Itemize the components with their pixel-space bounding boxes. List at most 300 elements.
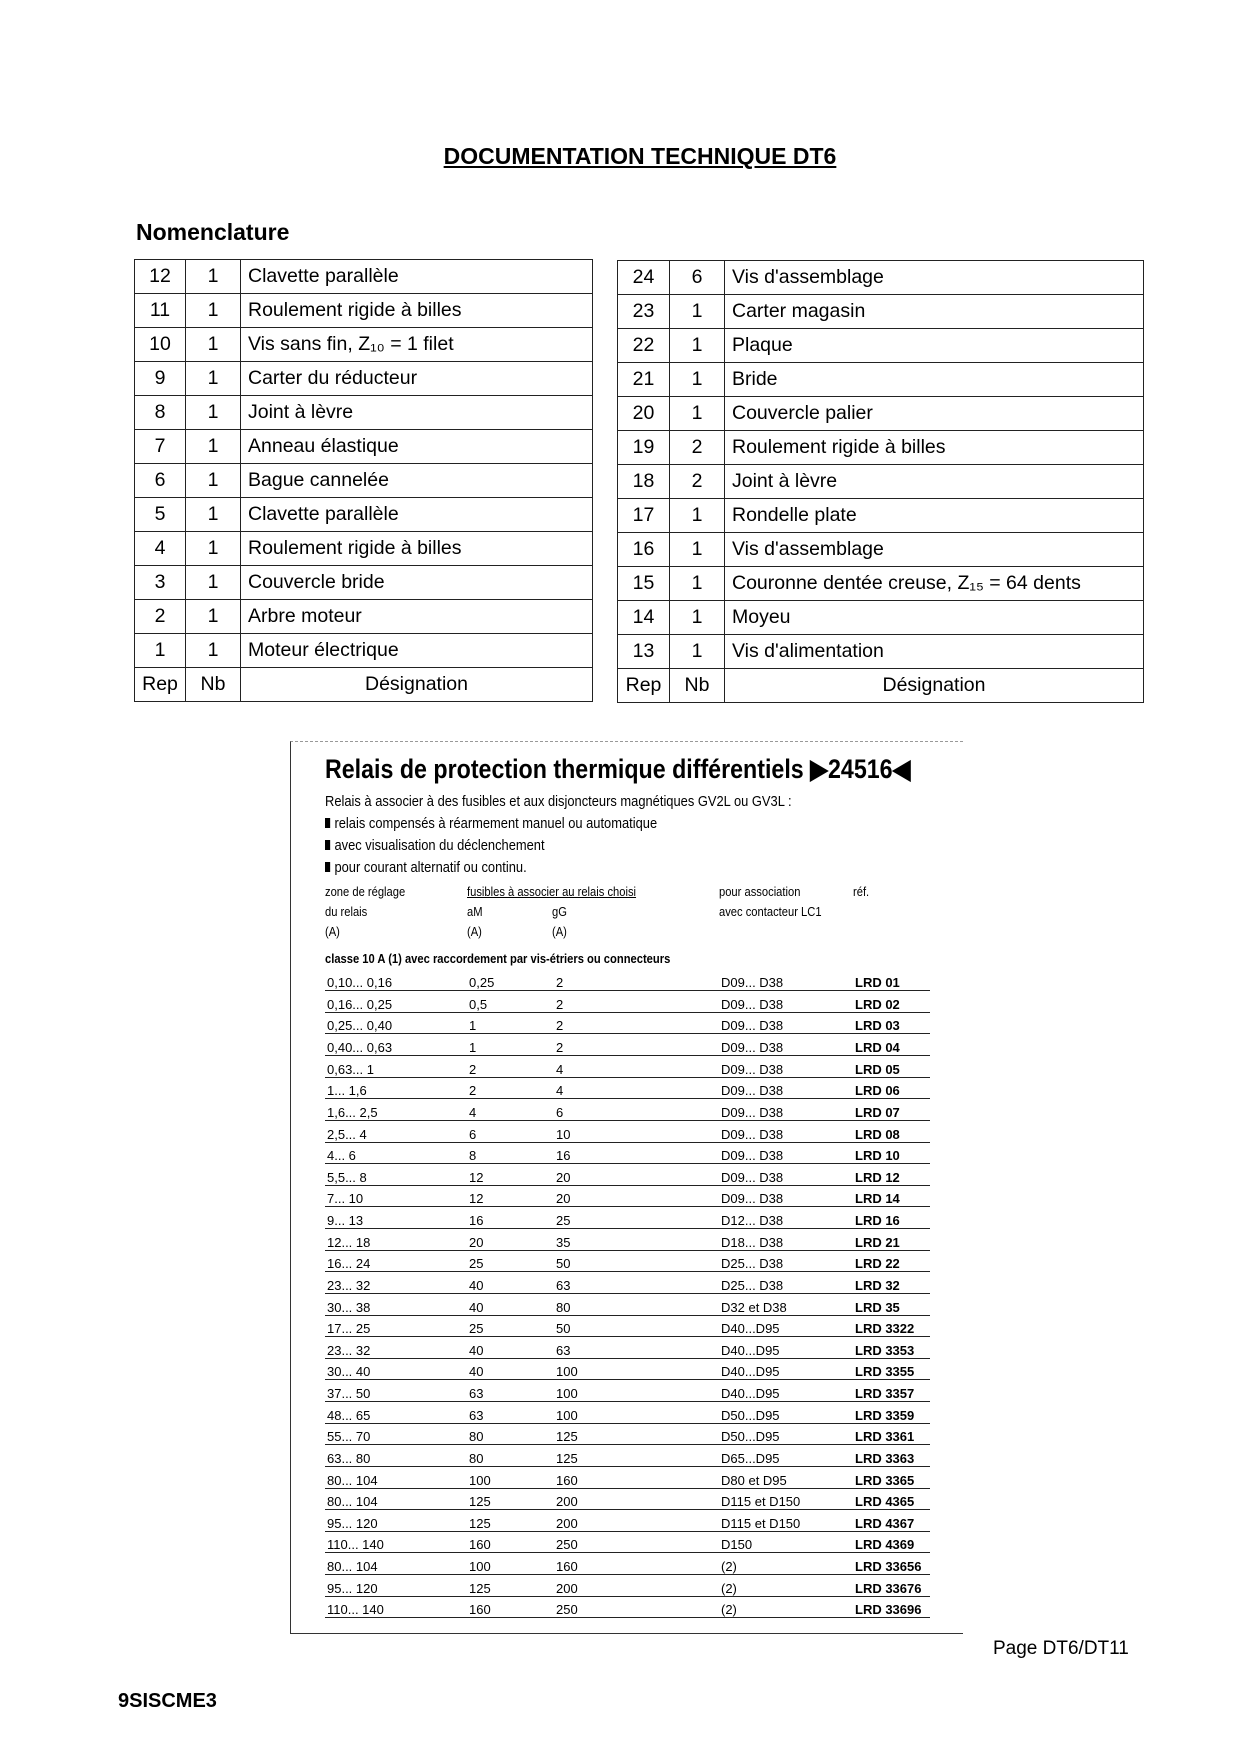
ref-cell: LRD 32 bbox=[853, 1272, 930, 1294]
header-designation: Désignation bbox=[725, 669, 1144, 703]
designation-cell: Moteur électrique bbox=[241, 634, 593, 668]
header-nb: Nb bbox=[670, 669, 725, 703]
gg-cell: 160 bbox=[554, 1553, 719, 1575]
ref-cell: LRD 06 bbox=[853, 1077, 930, 1099]
relay-title-text: Relais de protection thermique différentiels bbox=[325, 754, 804, 784]
gg-cell: 80 bbox=[554, 1293, 719, 1315]
header-ref: réf. bbox=[853, 884, 870, 899]
relay-row bbox=[325, 1488, 930, 1510]
header-rep: Rep bbox=[135, 668, 186, 702]
am-cell: 125 bbox=[467, 1575, 554, 1597]
am-cell: 0,25 bbox=[467, 969, 554, 991]
relay-row bbox=[325, 1120, 930, 1142]
contactor-cell: D09... D38 bbox=[719, 1077, 853, 1099]
gg-cell: 2 bbox=[554, 1012, 719, 1034]
nomenclature-header-row bbox=[618, 669, 1144, 703]
relay-row bbox=[325, 1337, 930, 1359]
rep-cell: 1 bbox=[135, 634, 186, 668]
designation-cell: Clavette parallèle bbox=[241, 260, 593, 294]
nomenclature-row bbox=[618, 431, 1144, 465]
zone-cell: 110... 140 bbox=[325, 1531, 467, 1553]
ref-cell: LRD 16 bbox=[853, 1207, 930, 1229]
gg-cell: 4 bbox=[554, 1056, 719, 1078]
designation-cell: Vis d'assemblage bbox=[725, 261, 1144, 295]
am-cell: 25 bbox=[467, 1315, 554, 1337]
ref-cell: LRD 04 bbox=[853, 1034, 930, 1056]
ref-cell: LRD 02 bbox=[853, 991, 930, 1013]
ref-cell: LRD 14 bbox=[853, 1185, 930, 1207]
designation-cell: Vis d'assemblage bbox=[725, 533, 1144, 567]
am-cell: 63 bbox=[467, 1380, 554, 1402]
relay-class-line: classe 10 A (1) avec raccordement par vis-étriers ou connecteurs bbox=[325, 951, 671, 966]
contactor-cell: D50...D95 bbox=[719, 1402, 853, 1424]
bullet-icon bbox=[325, 862, 330, 872]
nomenclature-heading: Nomenclature bbox=[136, 219, 290, 245]
rep-cell: 13 bbox=[618, 635, 670, 669]
relay-row bbox=[325, 1250, 930, 1272]
zone-cell: 9... 13 bbox=[325, 1207, 467, 1229]
zone-cell: 4... 6 bbox=[325, 1142, 467, 1164]
nb-cell: 1 bbox=[186, 600, 241, 634]
nomenclature-row bbox=[618, 533, 1144, 567]
relay-row bbox=[325, 1272, 930, 1294]
am-cell: 100 bbox=[467, 1466, 554, 1488]
am-cell: 1 bbox=[467, 1034, 554, 1056]
am-cell: 80 bbox=[467, 1423, 554, 1445]
designation-cell: Vis sans fin, Z₁₀ = 1 filet bbox=[241, 328, 593, 362]
document-title: DOCUMENTATION TECHNIQUE DT6 bbox=[443, 143, 837, 169]
ref-cell: LRD 3359 bbox=[853, 1402, 930, 1424]
am-cell: 160 bbox=[467, 1596, 554, 1618]
zone-cell: 5,5... 8 bbox=[325, 1164, 467, 1186]
ref-cell: LRD 3353 bbox=[853, 1337, 930, 1359]
contactor-cell: D09... D38 bbox=[719, 1056, 853, 1078]
rep-cell: 9 bbox=[135, 362, 186, 396]
rep-cell: 2 bbox=[135, 600, 186, 634]
designation-cell: Roulement rigide à billes bbox=[241, 294, 593, 328]
gg-cell: 2 bbox=[554, 1034, 719, 1056]
relay-code-marker: ▶24516◀ bbox=[810, 754, 911, 784]
designation-cell: Carter du réducteur bbox=[241, 362, 593, 396]
ref-cell: LRD 35 bbox=[853, 1293, 930, 1315]
nomenclature-row bbox=[618, 499, 1144, 533]
contactor-cell: D65...D95 bbox=[719, 1445, 853, 1467]
nb-cell: 6 bbox=[670, 261, 725, 295]
nb-cell: 1 bbox=[670, 635, 725, 669]
ref-cell: LRD 3365 bbox=[853, 1466, 930, 1488]
am-cell: 12 bbox=[467, 1185, 554, 1207]
nomenclature-row bbox=[618, 261, 1144, 295]
nb-cell: 1 bbox=[186, 362, 241, 396]
am-cell: 40 bbox=[467, 1358, 554, 1380]
gg-cell: 250 bbox=[554, 1596, 719, 1618]
gg-cell: 16 bbox=[554, 1142, 719, 1164]
nb-cell: 1 bbox=[186, 396, 241, 430]
relay-row bbox=[325, 969, 930, 991]
zone-cell: 23... 32 bbox=[325, 1272, 467, 1294]
nomenclature-row bbox=[135, 328, 593, 362]
gg-cell: 200 bbox=[554, 1575, 719, 1597]
nb-cell: 1 bbox=[670, 397, 725, 431]
nomenclature-header-row bbox=[135, 668, 593, 702]
nomenclature-table-left bbox=[134, 259, 593, 702]
ref-cell: LRD 33696 bbox=[853, 1596, 930, 1618]
nb-cell: 1 bbox=[186, 634, 241, 668]
relay-row bbox=[325, 1034, 930, 1056]
header-zone: zone de réglage du relais (A) bbox=[325, 884, 406, 939]
am-cell: 1 bbox=[467, 1012, 554, 1034]
contactor-cell: D40...D95 bbox=[719, 1315, 853, 1337]
relay-row bbox=[325, 1077, 930, 1099]
designation-cell: Joint à lèvre bbox=[241, 396, 593, 430]
zone-cell: 55... 70 bbox=[325, 1423, 467, 1445]
rep-cell: 17 bbox=[618, 499, 670, 533]
gg-cell: 100 bbox=[554, 1358, 719, 1380]
nb-cell: 1 bbox=[186, 430, 241, 464]
zone-cell: 12... 18 bbox=[325, 1229, 467, 1251]
zone-cell: 17... 25 bbox=[325, 1315, 467, 1337]
zone-cell: 48... 65 bbox=[325, 1402, 467, 1424]
nb-cell: 2 bbox=[670, 431, 725, 465]
am-cell: 0,5 bbox=[467, 991, 554, 1013]
designation-cell: Roulement rigide à billes bbox=[725, 431, 1144, 465]
header-fuses: fusibles à associer au relais choisi aM (A) bbox=[467, 884, 637, 939]
rep-cell: 12 bbox=[135, 260, 186, 294]
zone-cell: 16... 24 bbox=[325, 1250, 467, 1272]
rep-cell: 10 bbox=[135, 328, 186, 362]
bullet-icon bbox=[325, 818, 330, 828]
page-number: Page DT6/DT11 bbox=[993, 1638, 1129, 1659]
header-rep: Rep bbox=[618, 669, 670, 703]
relay-row bbox=[325, 1315, 930, 1337]
am-cell: 8 bbox=[467, 1142, 554, 1164]
relay-bullet: relais compensés à réarmement manuel ou automatique bbox=[325, 813, 792, 835]
contactor-cell: D50...D95 bbox=[719, 1423, 853, 1445]
relay-row bbox=[325, 1423, 930, 1445]
nomenclature-row bbox=[618, 465, 1144, 499]
designation-cell: Bride bbox=[725, 363, 1144, 397]
nomenclature-row bbox=[618, 601, 1144, 635]
gg-cell: 20 bbox=[554, 1185, 719, 1207]
nb-cell: 1 bbox=[670, 329, 725, 363]
designation-cell: Rondelle plate bbox=[725, 499, 1144, 533]
gg-cell: 100 bbox=[554, 1380, 719, 1402]
relay-row bbox=[325, 1510, 930, 1532]
nb-cell: 1 bbox=[186, 464, 241, 498]
contactor-cell: D40...D95 bbox=[719, 1337, 853, 1359]
gg-cell: 63 bbox=[554, 1337, 719, 1359]
zone-cell: 80... 104 bbox=[325, 1466, 467, 1488]
relay-bullet: pour courant alternatif ou continu. bbox=[325, 857, 792, 879]
document-code: 9SISCME3 bbox=[118, 1690, 217, 1712]
ref-cell: LRD 3355 bbox=[853, 1358, 930, 1380]
nb-cell: 1 bbox=[670, 567, 725, 601]
zone-cell: 0,25... 0,40 bbox=[325, 1012, 467, 1034]
gg-cell: 4 bbox=[554, 1077, 719, 1099]
contactor-cell: D25... D38 bbox=[719, 1250, 853, 1272]
contactor-cell: D80 et D95 bbox=[719, 1466, 853, 1488]
rep-cell: 22 bbox=[618, 329, 670, 363]
ref-cell: LRD 12 bbox=[853, 1164, 930, 1186]
gg-cell: 2 bbox=[554, 991, 719, 1013]
nb-cell: 1 bbox=[186, 294, 241, 328]
contactor-cell: D09... D38 bbox=[719, 1012, 853, 1034]
rep-cell: 11 bbox=[135, 294, 186, 328]
relay-row bbox=[325, 1207, 930, 1229]
nomenclature-row bbox=[618, 363, 1144, 397]
nomenclature-row bbox=[618, 397, 1144, 431]
am-cell: 2 bbox=[467, 1077, 554, 1099]
gg-cell: 2 bbox=[554, 969, 719, 991]
relay-row bbox=[325, 1142, 930, 1164]
rep-cell: 7 bbox=[135, 430, 186, 464]
designation-cell: Vis d'alimentation bbox=[725, 635, 1144, 669]
am-cell: 16 bbox=[467, 1207, 554, 1229]
ref-cell: LRD 22 bbox=[853, 1250, 930, 1272]
relay-row bbox=[325, 1185, 930, 1207]
designation-cell: Roulement rigide à billes bbox=[241, 532, 593, 566]
relay-row bbox=[325, 1229, 930, 1251]
ref-cell: LRD 05 bbox=[853, 1056, 930, 1078]
relay-title bbox=[325, 754, 910, 785]
relay-row bbox=[325, 1445, 930, 1467]
zone-cell: 1... 1,6 bbox=[325, 1077, 467, 1099]
ref-cell: LRD 01 bbox=[853, 969, 930, 991]
nomenclature-row bbox=[135, 294, 593, 328]
relay-row bbox=[325, 1575, 930, 1597]
rep-cell: 20 bbox=[618, 397, 670, 431]
nomenclature-table-right bbox=[617, 260, 1144, 703]
zone-cell: 23... 32 bbox=[325, 1337, 467, 1359]
nomenclature-row bbox=[135, 260, 593, 294]
am-cell: 80 bbox=[467, 1445, 554, 1467]
contactor-cell: D25... D38 bbox=[719, 1272, 853, 1294]
nb-cell: 1 bbox=[186, 498, 241, 532]
zone-cell: 80... 104 bbox=[325, 1488, 467, 1510]
nomenclature-row bbox=[618, 567, 1144, 601]
gg-cell: 200 bbox=[554, 1510, 719, 1532]
rep-cell: 5 bbox=[135, 498, 186, 532]
zone-cell: 1,6... 2,5 bbox=[325, 1099, 467, 1121]
relay-row bbox=[325, 1380, 930, 1402]
gg-cell: 10 bbox=[554, 1120, 719, 1142]
designation-cell: Clavette parallèle bbox=[241, 498, 593, 532]
contactor-cell: D40...D95 bbox=[719, 1358, 853, 1380]
nb-cell: 1 bbox=[670, 363, 725, 397]
nomenclature-row bbox=[135, 498, 593, 532]
ref-cell: LRD 4365 bbox=[853, 1488, 930, 1510]
contactor-cell: D09... D38 bbox=[719, 1034, 853, 1056]
nb-cell: 1 bbox=[670, 295, 725, 329]
ref-cell: LRD 3363 bbox=[853, 1445, 930, 1467]
gg-cell: 125 bbox=[554, 1445, 719, 1467]
designation-cell: Moyeu bbox=[725, 601, 1144, 635]
rep-cell: 16 bbox=[618, 533, 670, 567]
relay-bullet: avec visualisation du déclenchement bbox=[325, 835, 792, 857]
am-cell: 100 bbox=[467, 1553, 554, 1575]
am-cell: 160 bbox=[467, 1531, 554, 1553]
rep-cell: 21 bbox=[618, 363, 670, 397]
relay-row bbox=[325, 1293, 930, 1315]
ref-cell: LRD 10 bbox=[853, 1142, 930, 1164]
contactor-cell: D115 et D150 bbox=[719, 1510, 853, 1532]
ref-cell: LRD 07 bbox=[853, 1099, 930, 1121]
relay-table bbox=[325, 969, 930, 1618]
designation-cell: Arbre moteur bbox=[241, 600, 593, 634]
contactor-cell: D12... D38 bbox=[719, 1207, 853, 1229]
relay-intro-text: Relais à associer à des fusibles et aux disjoncteurs magnétiques GV2L ou GV3L : bbox=[325, 793, 792, 810]
am-cell: 63 bbox=[467, 1402, 554, 1424]
gg-cell: 25 bbox=[554, 1207, 719, 1229]
relay-row bbox=[325, 1056, 930, 1078]
ref-cell: LRD 3361 bbox=[853, 1423, 930, 1445]
zone-cell: 80... 104 bbox=[325, 1553, 467, 1575]
ref-cell: LRD 08 bbox=[853, 1120, 930, 1142]
ref-cell: LRD 4369 bbox=[853, 1531, 930, 1553]
contactor-cell: D150 bbox=[719, 1531, 853, 1553]
am-cell: 20 bbox=[467, 1229, 554, 1251]
rep-cell: 3 bbox=[135, 566, 186, 600]
rep-cell: 19 bbox=[618, 431, 670, 465]
contactor-cell: D09... D38 bbox=[719, 991, 853, 1013]
am-cell: 40 bbox=[467, 1293, 554, 1315]
contactor-cell: D09... D38 bbox=[719, 1142, 853, 1164]
am-cell: 2 bbox=[467, 1056, 554, 1078]
am-cell: 40 bbox=[467, 1272, 554, 1294]
rep-cell: 15 bbox=[618, 567, 670, 601]
nb-cell: 1 bbox=[186, 328, 241, 362]
designation-cell: Couronne dentée creuse, Z₁₅ = 64 dents bbox=[725, 567, 1144, 601]
designation-cell: Joint à lèvre bbox=[725, 465, 1144, 499]
am-cell: 4 bbox=[467, 1099, 554, 1121]
zone-cell: 95... 120 bbox=[325, 1575, 467, 1597]
relay-row bbox=[325, 1402, 930, 1424]
am-cell: 6 bbox=[467, 1120, 554, 1142]
contactor-cell: (2) bbox=[719, 1553, 853, 1575]
zone-cell: 2,5... 4 bbox=[325, 1120, 467, 1142]
rep-cell: 14 bbox=[618, 601, 670, 635]
header-gg: gG (A) bbox=[552, 904, 567, 939]
nomenclature-row bbox=[135, 566, 593, 600]
designation-cell: Couvercle bride bbox=[241, 566, 593, 600]
contactor-cell: D09... D38 bbox=[719, 1185, 853, 1207]
nb-cell: 1 bbox=[186, 532, 241, 566]
contactor-cell: D18... D38 bbox=[719, 1229, 853, 1251]
designation-cell: Carter magasin bbox=[725, 295, 1144, 329]
ref-cell: LRD 3357 bbox=[853, 1380, 930, 1402]
am-cell: 12 bbox=[467, 1164, 554, 1186]
header-designation: Désignation bbox=[241, 668, 593, 702]
rep-cell: 24 bbox=[618, 261, 670, 295]
contactor-cell: D09... D38 bbox=[719, 1120, 853, 1142]
nomenclature-row bbox=[135, 600, 593, 634]
header-association: pour association avec contacteur LC1 bbox=[719, 884, 822, 919]
rep-cell: 8 bbox=[135, 396, 186, 430]
zone-cell: 30... 40 bbox=[325, 1358, 467, 1380]
am-cell: 125 bbox=[467, 1488, 554, 1510]
zone-cell: 95... 120 bbox=[325, 1510, 467, 1532]
nomenclature-row bbox=[135, 396, 593, 430]
relay-row bbox=[325, 1531, 930, 1553]
nb-cell: 1 bbox=[670, 499, 725, 533]
nomenclature-row bbox=[618, 329, 1144, 363]
relay-row bbox=[325, 1099, 930, 1121]
contactor-cell: D09... D38 bbox=[719, 1164, 853, 1186]
contactor-cell: (2) bbox=[719, 1596, 853, 1618]
relay-row bbox=[325, 1164, 930, 1186]
contactor-cell: D09... D38 bbox=[719, 969, 853, 991]
zone-cell: 7... 10 bbox=[325, 1185, 467, 1207]
nb-cell: 1 bbox=[670, 533, 725, 567]
nomenclature-row bbox=[135, 430, 593, 464]
designation-cell: Bague cannelée bbox=[241, 464, 593, 498]
gg-cell: 100 bbox=[554, 1402, 719, 1424]
nomenclature-row bbox=[618, 635, 1144, 669]
ref-cell: LRD 03 bbox=[853, 1012, 930, 1034]
ref-cell: LRD 3322 bbox=[853, 1315, 930, 1337]
ref-cell: LRD 33676 bbox=[853, 1575, 930, 1597]
nomenclature-row bbox=[135, 532, 593, 566]
gg-cell: 125 bbox=[554, 1423, 719, 1445]
rep-cell: 6 bbox=[135, 464, 186, 498]
gg-cell: 35 bbox=[554, 1229, 719, 1251]
gg-cell: 250 bbox=[554, 1531, 719, 1553]
contactor-cell: D115 et D150 bbox=[719, 1488, 853, 1510]
contactor-cell: D40...D95 bbox=[719, 1380, 853, 1402]
gg-cell: 50 bbox=[554, 1315, 719, 1337]
nomenclature-row bbox=[618, 295, 1144, 329]
relay-row bbox=[325, 1012, 930, 1034]
zone-cell: 63... 80 bbox=[325, 1445, 467, 1467]
gg-cell: 20 bbox=[554, 1164, 719, 1186]
am-cell: 125 bbox=[467, 1510, 554, 1532]
relay-row bbox=[325, 991, 930, 1013]
nb-cell: 1 bbox=[186, 566, 241, 600]
contactor-cell: D32 et D38 bbox=[719, 1293, 853, 1315]
zone-cell: 0,63... 1 bbox=[325, 1056, 467, 1078]
nb-cell: 2 bbox=[670, 465, 725, 499]
bullet-icon bbox=[325, 840, 330, 850]
gg-cell: 63 bbox=[554, 1272, 719, 1294]
gg-cell: 6 bbox=[554, 1099, 719, 1121]
gg-cell: 160 bbox=[554, 1466, 719, 1488]
zone-cell: 0,16... 0,25 bbox=[325, 991, 467, 1013]
ref-cell: LRD 33656 bbox=[853, 1553, 930, 1575]
rep-cell: 23 bbox=[618, 295, 670, 329]
header-nb: Nb bbox=[186, 668, 241, 702]
relay-row bbox=[325, 1596, 930, 1618]
zone-cell: 0,40... 0,63 bbox=[325, 1034, 467, 1056]
am-cell: 40 bbox=[467, 1337, 554, 1359]
contactor-cell: (2) bbox=[719, 1575, 853, 1597]
ref-cell: LRD 21 bbox=[853, 1229, 930, 1251]
gg-cell: 50 bbox=[554, 1250, 719, 1272]
relay-intro bbox=[325, 791, 792, 879]
nb-cell: 1 bbox=[670, 601, 725, 635]
zone-cell: 37... 50 bbox=[325, 1380, 467, 1402]
zone-cell: 110... 140 bbox=[325, 1596, 467, 1618]
rep-cell: 18 bbox=[618, 465, 670, 499]
zone-cell: 30... 38 bbox=[325, 1293, 467, 1315]
designation-cell: Plaque bbox=[725, 329, 1144, 363]
am-cell: 25 bbox=[467, 1250, 554, 1272]
ref-cell: LRD 4367 bbox=[853, 1510, 930, 1532]
nomenclature-row bbox=[135, 634, 593, 668]
relay-row bbox=[325, 1358, 930, 1380]
designation-cell: Couvercle palier bbox=[725, 397, 1144, 431]
zone-cell: 0,10... 0,16 bbox=[325, 969, 467, 991]
nb-cell: 1 bbox=[186, 260, 241, 294]
